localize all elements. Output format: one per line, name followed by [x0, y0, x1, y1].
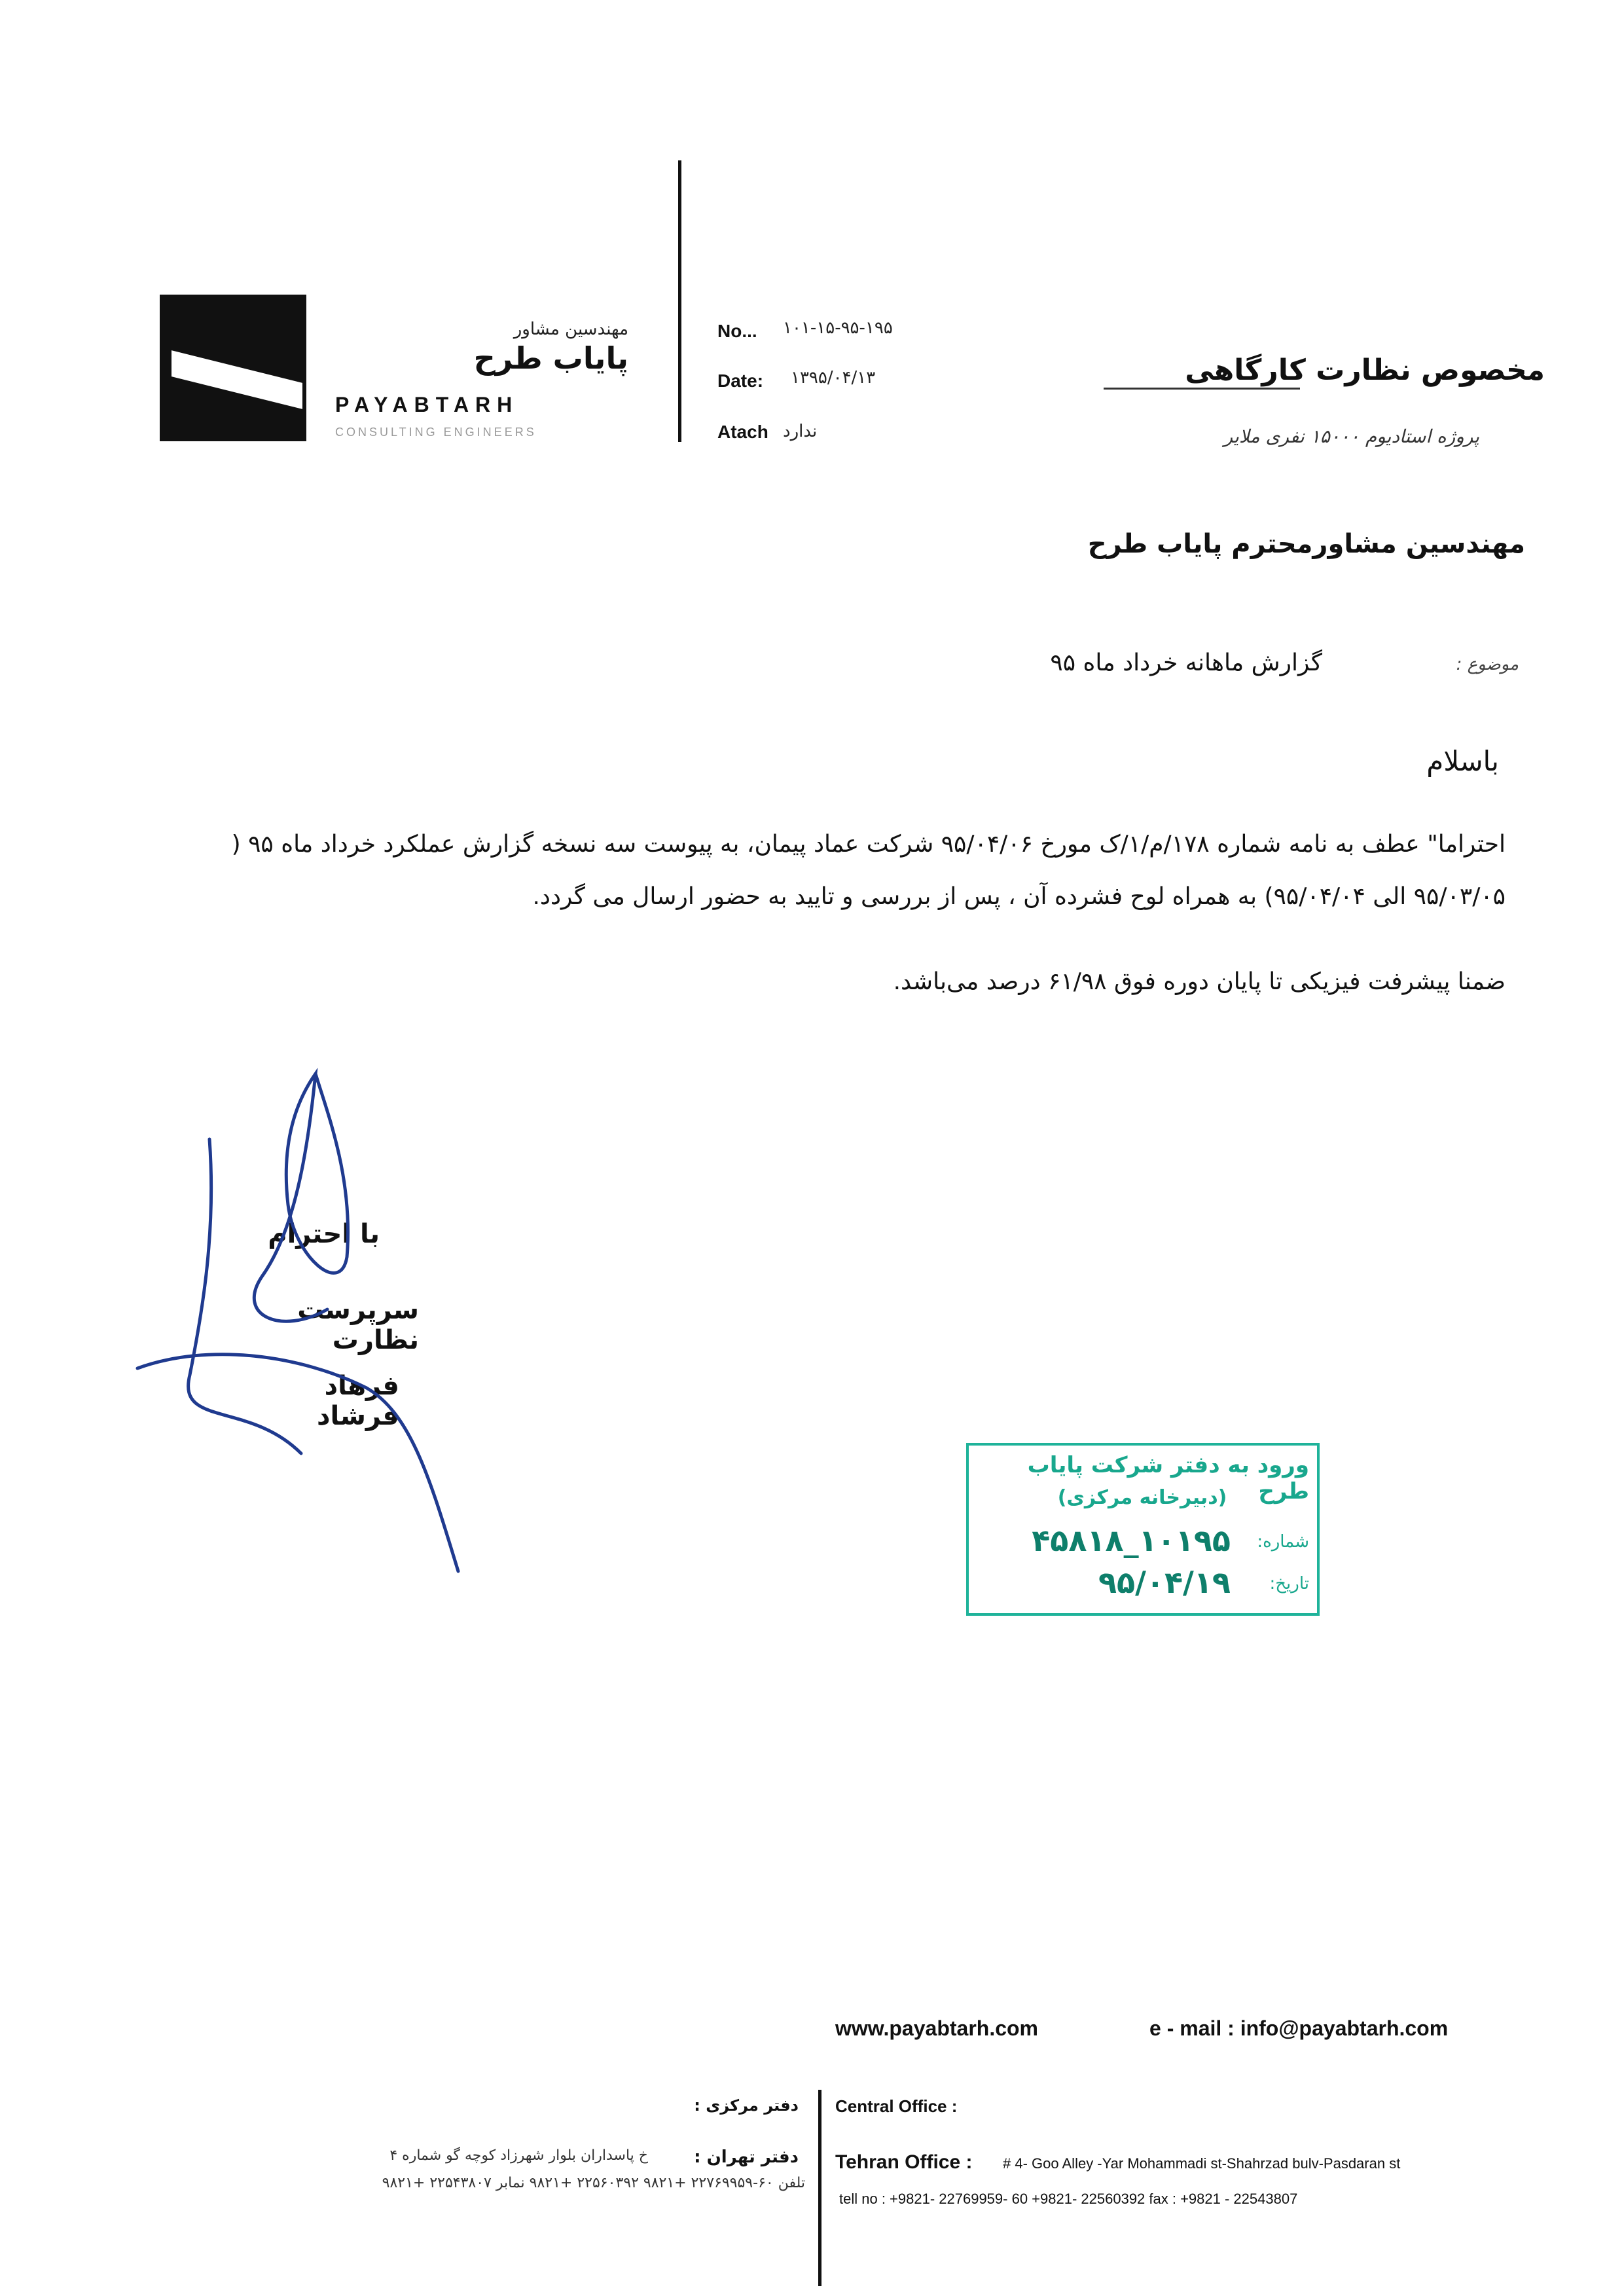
- tehran-office-label-fa: دفتر تهران :: [694, 2147, 799, 2167]
- subject-label: موضوع :: [1456, 655, 1519, 674]
- letter-number-label: No...: [717, 321, 757, 341]
- tehran-office-address-fa: خ پاسداران بلوار شهرزاد کوچه گو شماره ۴: [389, 2147, 648, 2164]
- central-office-label: Central Office :: [835, 2096, 958, 2116]
- phone-fax: tell no : +9821- 22769959- 60 +9821- 22560392 fax : +9821 - 22543807: [839, 2191, 1298, 2207]
- header-divider: [678, 160, 681, 442]
- incoming-stamp: [966, 1443, 1320, 1616]
- stamp-title: ورود به دفتر شرکت پایاب طرح: [1027, 1452, 1309, 1504]
- signer-role: سرپرست نظارت: [297, 1295, 419, 1355]
- stamp-date-label: تاریخ:: [1269, 1574, 1309, 1594]
- company-logo: [160, 295, 306, 441]
- attachment-label: Atach: [717, 422, 768, 442]
- project-line: پروژه استادیوم ۱۵۰۰۰ نفری ملایر: [1223, 426, 1479, 447]
- letter-number: ۱۰۱-۱۵-۹۵-۱۹۵: [783, 318, 893, 338]
- tehran-office-label: Tehran Office :: [835, 2151, 973, 2173]
- footer-divider: [818, 2090, 821, 2286]
- subject: گزارش ماهانه خرداد ماه ۹۵: [1050, 649, 1322, 676]
- brand-name-fa: پایاب طرح: [473, 340, 628, 376]
- brand-name-en: PAYABTARH: [335, 393, 519, 416]
- stamp-subtitle: (دبیرخانه مرکزی): [1057, 1486, 1227, 1509]
- signer-name: فرهاد فرشاد: [317, 1371, 399, 1431]
- website-link[interactable]: www.payabtarh.com: [835, 2016, 1038, 2040]
- stamp-date: ۹۵/۰۴/۱۹: [1098, 1565, 1231, 1600]
- brand-subtitle-fa: مهندسین مشاور: [513, 319, 628, 339]
- heading-underline: [1104, 388, 1300, 390]
- tehran-office-address: # 4- Goo Alley -Yar Mohammadi st-Shahrzad bulv-Pasdaran st: [1003, 2155, 1401, 2172]
- brand-tagline: CONSULTING ENGINEERS: [335, 426, 537, 439]
- attachment-value: ندارد: [783, 422, 818, 441]
- stamp-number-label: شماره:: [1257, 1532, 1309, 1552]
- phone-fax-fa: تلفن ۶۰-۲۲۷۶۹۹۵۹ +۹۸۲۱ ۲۲۵۶۰۳۹۲ +۹۸۲۱ نمابر ۲۲۵۴۳۸۰۷ +۹۸۲۱: [382, 2175, 805, 2191]
- confidential-heading: مخصوص نظارت کارگاهی: [1185, 354, 1545, 387]
- body-paragraph-2: ضمنا پیشرفت فیزیکی تا پایان دوره فوق ۶۱/۹۸ درصد می‌باشد.: [893, 968, 1506, 995]
- letter-date-label: Date:: [717, 371, 764, 391]
- salutation: باسلام: [1426, 745, 1499, 777]
- stamp-number: ۱۰۱۹۵_۴۵۸۱۸: [1032, 1523, 1231, 1558]
- central-office-label-fa: دفتر مرکزی :: [694, 2096, 799, 2115]
- handwritten-signature: [131, 1061, 497, 1597]
- email-link[interactable]: e - mail : info@payabtarh.com: [1149, 2016, 1449, 2040]
- body-paragraph-1: احتراما" عطف به نامه شماره ۱۷۸/م/۱/ک مورخ ۹۵/۰۴/۰۶ شرکت عماد پیمان، به پیوست سه نسخه گزارش عملکرد خرداد ماه ۹۵ ( ۹۵/۰۳/۰۵ الی ۹۵/۰۴/۰۴) به همراه لوح فشرده آن ، پس از بررسی و تایید به حضور ارسال می گردد.: [231, 831, 1506, 910]
- letter-date: ۱۳۹۵/۰۴/۱۳: [791, 368, 876, 388]
- recipient: مهندسین مشاورمحترم پایاب طرح: [1087, 529, 1525, 559]
- closing: با احترام: [268, 1219, 380, 1249]
